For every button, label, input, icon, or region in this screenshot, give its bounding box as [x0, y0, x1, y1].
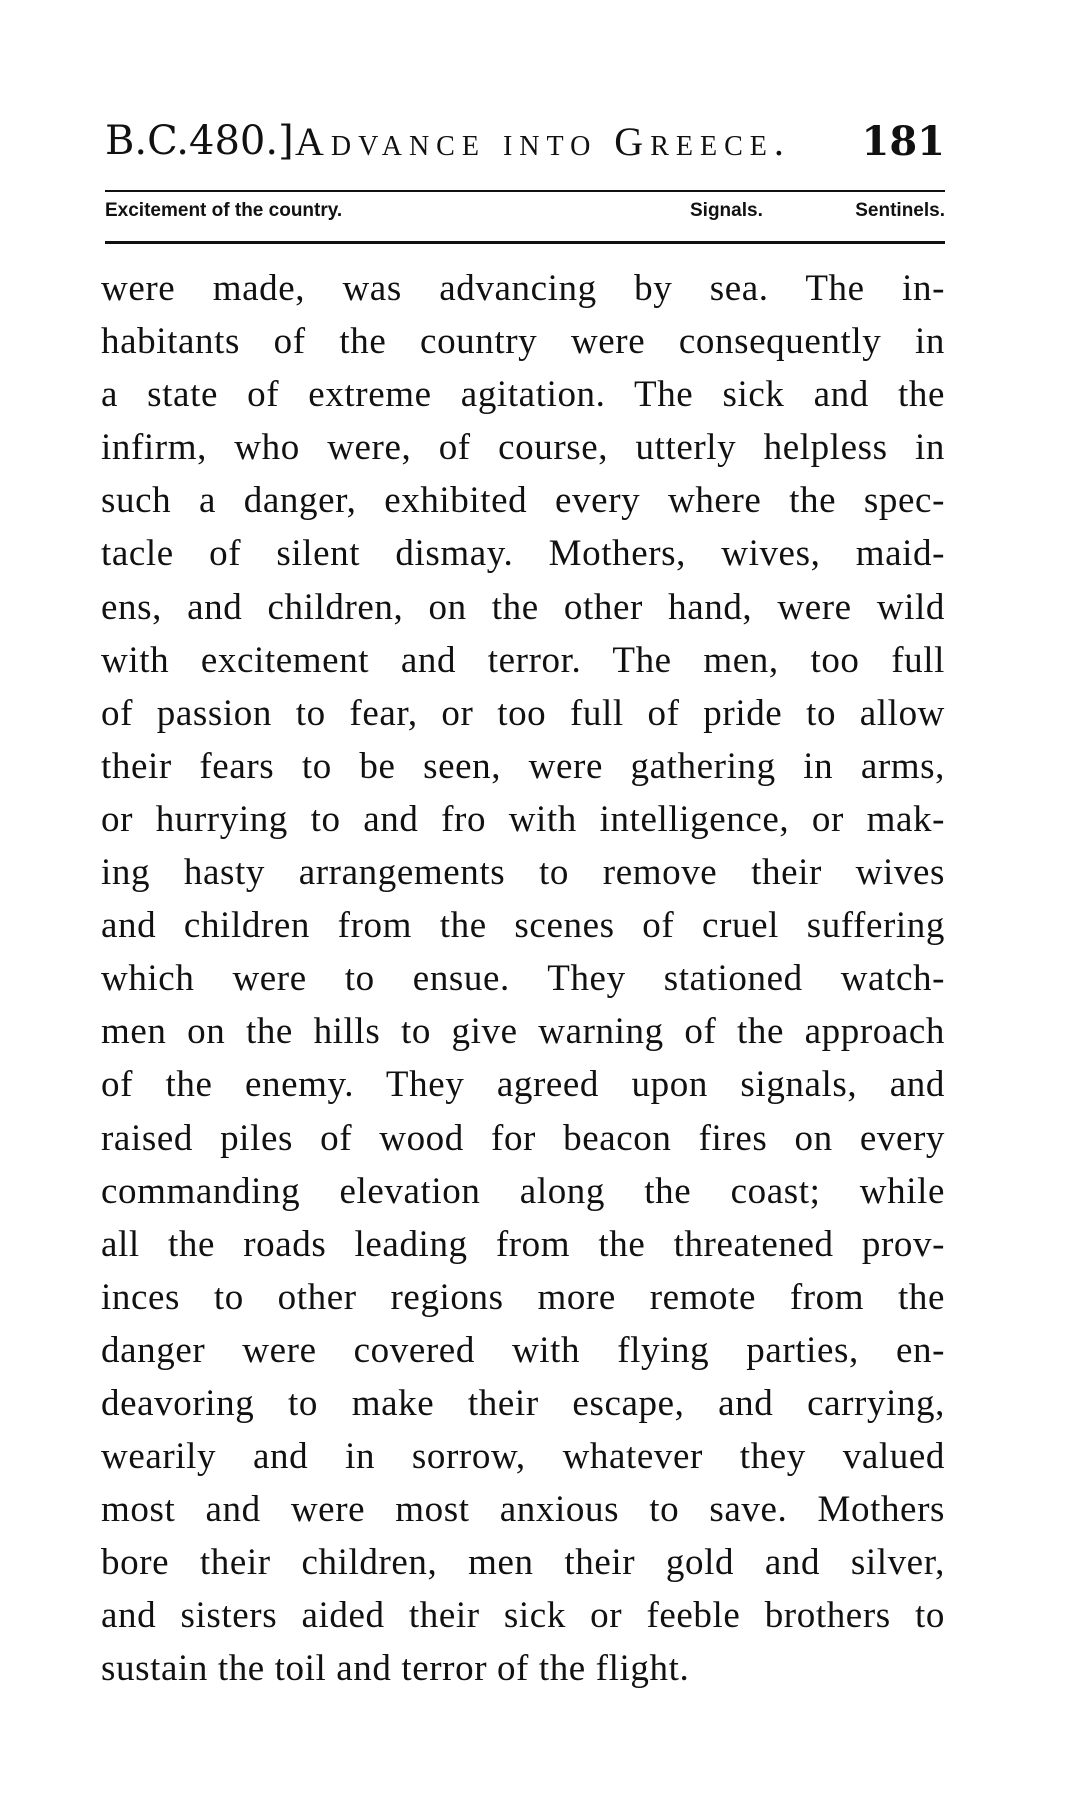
- text-line: ing hasty arrangements to remove their wives: [101, 852, 945, 894]
- text-line: tacle of silent dismay. Mothers, wives, maid-: [101, 533, 945, 575]
- text-line: with excitement and terror. The men, too full: [101, 639, 945, 681]
- text-line: bore their children, men their gold and silver,: [101, 1542, 945, 1584]
- text-line: of passion to fear, or too full of pride to allow: [101, 692, 945, 734]
- text-line: or hurrying to and fro with intelligence, or mak-: [101, 798, 945, 840]
- text-line: inces to other regions more remote from the: [101, 1276, 945, 1318]
- sidehead-left: Excitement of the country.: [105, 200, 343, 221]
- body-paragraph: [101, 262, 945, 1696]
- sideheads: [105, 200, 945, 234]
- sidehead-center: Signals.: [690, 200, 763, 221]
- text-line-last: sustain the toil and terror of the flight.: [101, 1648, 690, 1690]
- header-date: B.C.480.]: [105, 118, 294, 164]
- text-line: infirm, who were, of course, utterly helpless in: [101, 427, 945, 469]
- text-line: of the enemy. They agreed upon signals, and: [101, 1064, 945, 1106]
- text-line: most and were most anxious to save. Mothers: [101, 1489, 945, 1531]
- text-line: danger were covered with flying parties, en-: [101, 1329, 945, 1371]
- text-line: and children from the scenes of cruel suffering: [101, 905, 945, 947]
- text-line: men on the hills to give warning of the approach: [101, 1011, 945, 1053]
- text-line: a state of extreme agitation. The sick and the: [101, 374, 945, 416]
- text-line: habitants of the country were consequently in: [101, 321, 945, 363]
- text-line: ens, and children, on the other hand, were wild: [101, 586, 945, 628]
- text-line: all the roads leading from the threatened prov-: [101, 1223, 945, 1265]
- text-line: raised piles of wood for beacon fires on every: [101, 1117, 945, 1159]
- text-line: were made, was advancing by sea. The in-: [101, 268, 945, 309]
- header-title: Advance into Greece.: [295, 119, 791, 164]
- text-line: such a danger, exhibited every where the spec-: [101, 480, 945, 522]
- sidehead-right: Sentinels.: [855, 200, 945, 221]
- text-line: their fears to be seen, were gathering in arms,: [101, 745, 945, 787]
- header-rule-bottom: [105, 241, 945, 244]
- running-head: [105, 118, 945, 178]
- text-line: which were to ensue. They stationed watch-: [101, 958, 945, 1000]
- page-number: 181: [861, 118, 945, 165]
- text-line: commanding elevation along the coast; while: [101, 1170, 945, 1212]
- text-line: deavoring to make their escape, and carrying,: [101, 1382, 945, 1424]
- header-rule-top: [105, 190, 945, 192]
- text-line: and sisters aided their sick or feeble brothers to: [101, 1595, 945, 1637]
- text-line: wearily and in sorrow, whatever they valued: [101, 1436, 945, 1478]
